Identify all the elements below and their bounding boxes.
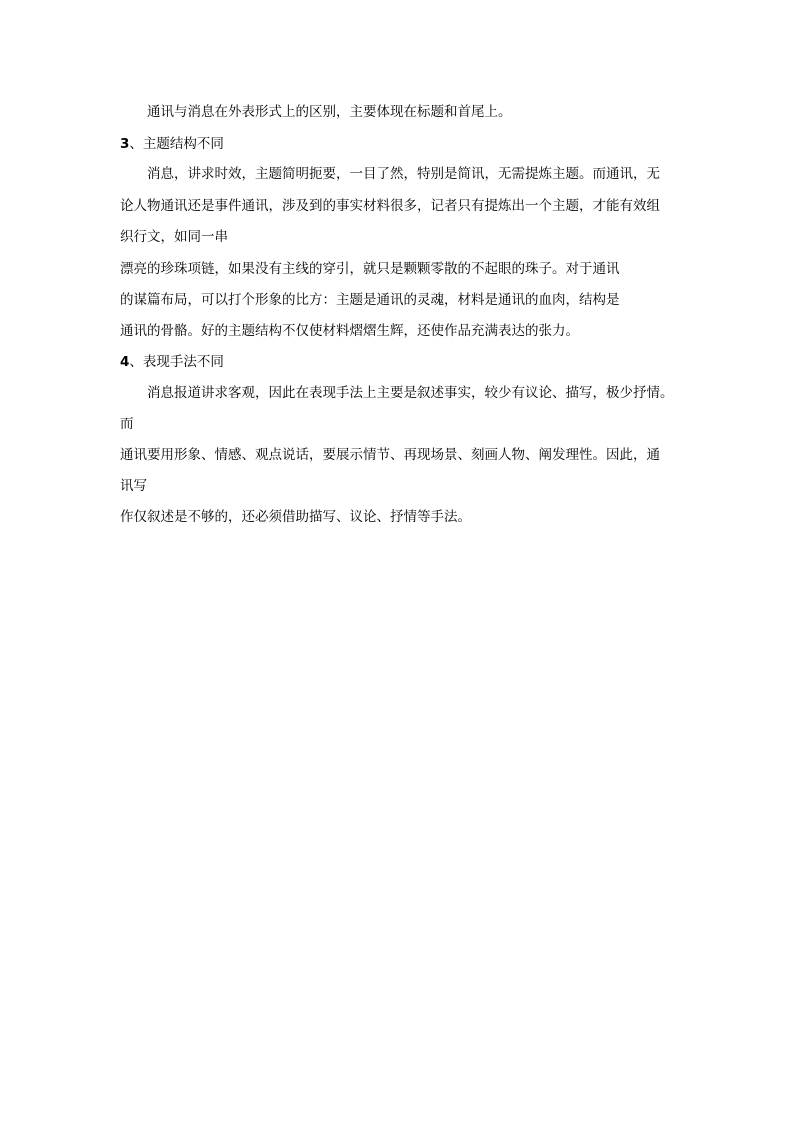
section-title: 、主题结构不同 bbox=[129, 136, 224, 152]
paragraph-line: 通讯要用形象、情感、观点说话，要展示情节、再现场景、刻画人物、阐发理性。因此，通 bbox=[120, 447, 660, 463]
section-number: 3 bbox=[120, 136, 130, 152]
paragraph-line: 通讯的骨骼。好的主题结构不仅使材料熠熠生辉，还使作品充满表达的张力。 bbox=[120, 323, 579, 339]
section-heading-3 bbox=[120, 135, 224, 153]
paragraph-line: 漂亮的珍珠项链，如果没有主线的穿引，就只是颗颗零散的不起眼的珠子。对于通讯 bbox=[120, 261, 620, 277]
paragraph-line: 而 bbox=[120, 416, 134, 432]
paragraph-line: 消息报道讲求客观，因此在表现手法上主要是叙述事实，较少有议论、描写，极少抒情。 bbox=[147, 385, 674, 401]
paragraph-line: 论人物通讯还是事件通讯，涉及到的事实材料很多，记者只有提炼出一个主题，才能有效组 bbox=[120, 198, 660, 214]
section-heading-4 bbox=[120, 353, 224, 371]
paragraph-line: 讯写 bbox=[120, 478, 147, 494]
paragraph-line: 作仅叙述是不够的，还必须借助描写、议论、抒情等手法。 bbox=[120, 509, 471, 525]
paragraph-line: 通讯与消息在外表形式上的区别，主要体现在标题和首尾上。 bbox=[147, 104, 512, 120]
paragraph-line: 的谋篇布局，可以打个形象的比方：主题是通讯的灵魂，材料是通讯的血肉，结构是 bbox=[120, 292, 620, 308]
paragraph-line: 织行文，如同一串 bbox=[120, 229, 228, 245]
section-title: 、表现手法不同 bbox=[129, 354, 224, 370]
paragraph-line: 消息，讲求时效，主题简明扼要，一目了然，特别是简讯，无需提炼主题。而通讯，无 bbox=[147, 166, 660, 182]
section-number: 4 bbox=[120, 354, 130, 370]
